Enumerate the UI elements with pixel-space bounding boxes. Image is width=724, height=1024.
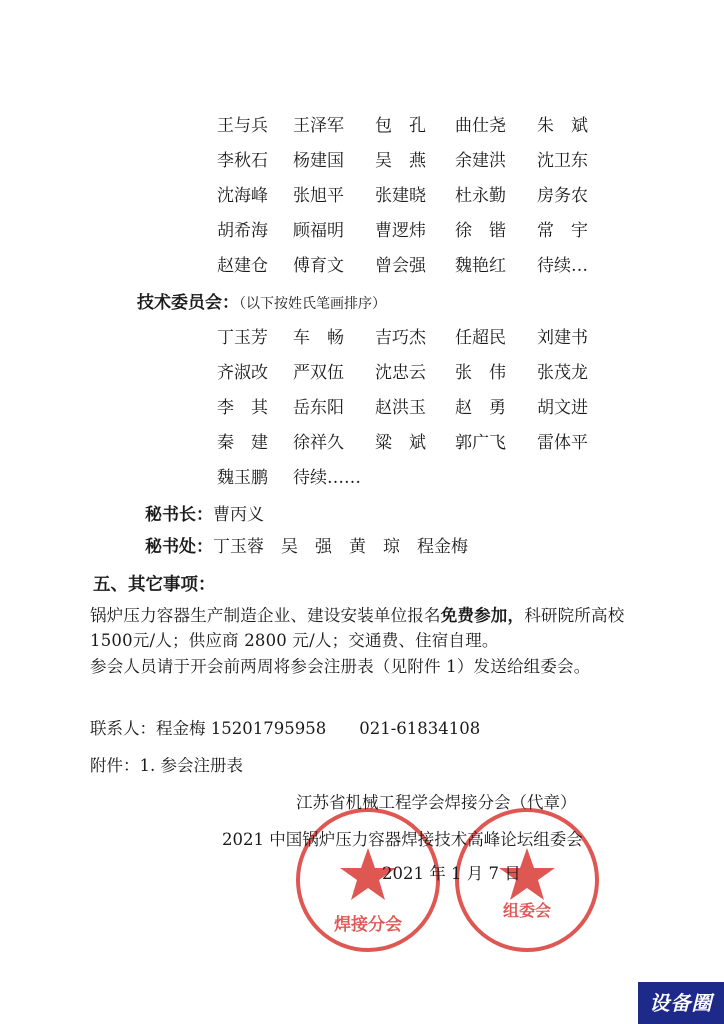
member-name: 张 伟 xyxy=(455,363,506,383)
member-name: 傅育文 xyxy=(293,256,344,276)
signature-org2: 2021 中国锅炉压力容器焊接技术高峰论坛组委会 xyxy=(222,830,583,849)
member-name: 丁玉芳 xyxy=(217,328,268,348)
member-name: 齐淑改 xyxy=(217,363,268,383)
member-name: 岳东阳 xyxy=(293,398,344,418)
member-name: 赵 勇 xyxy=(455,398,506,418)
left-seal-name: 焊接分会 xyxy=(334,915,402,935)
member-name: 吴 燕 xyxy=(375,151,426,171)
attachment-line: 附件：1. 参会注册表 xyxy=(90,756,243,775)
signature-date: 2021 年 1 月 7 日 xyxy=(382,864,521,883)
member-name: 张旭平 xyxy=(293,186,344,206)
member-name: 徐祥久 xyxy=(293,433,344,453)
member-name: 沈卫东 xyxy=(537,151,588,171)
member-name: 待续… xyxy=(537,256,588,276)
member-name: 包 孔 xyxy=(375,116,426,136)
member-name: 曹逻炜 xyxy=(375,221,426,241)
tech-committee-label: 技术委员会： xyxy=(137,293,239,313)
member-name: 刘建书 xyxy=(537,328,588,348)
member-name: 吉巧杰 xyxy=(375,328,426,348)
member-name: 朱 斌 xyxy=(537,116,588,136)
tech-committee-heading xyxy=(137,288,386,319)
secretary-general xyxy=(145,500,264,530)
member-name: 胡希海 xyxy=(217,221,268,241)
member-name: 沈忠云 xyxy=(375,363,426,383)
member-name: 粱 斌 xyxy=(375,433,426,453)
member-name: 常 宇 xyxy=(537,221,588,241)
member-name: 张茂龙 xyxy=(537,363,588,383)
member-name: 李 其 xyxy=(217,398,268,418)
secretary-general-value: 曹丙义 xyxy=(213,505,264,525)
member-name: 魏玉鹏 xyxy=(217,468,268,488)
member-name: 严双伍 xyxy=(293,363,344,383)
member-name: 任超民 xyxy=(455,328,506,348)
member-name: 赵洪玉 xyxy=(375,398,426,418)
tech-committee-note: （以下按姓氏笔画排序） xyxy=(239,296,386,312)
member-name: 杜永勤 xyxy=(455,186,506,206)
signature-org1: 江苏省机械工程学会焊接分会（代章） xyxy=(296,793,577,812)
member-name: 顾福明 xyxy=(293,221,344,241)
member-name: 魏艳红 xyxy=(455,256,506,276)
fee-text-bold: 免费参加， xyxy=(440,606,525,625)
fee-paragraph xyxy=(90,604,635,653)
member-name: 曾会强 xyxy=(375,256,426,276)
watermark-logo: 设备圈 xyxy=(638,982,724,1024)
member-name: 雷体平 xyxy=(537,433,588,453)
secretariat xyxy=(145,532,468,562)
right-seal-name: 组委会 xyxy=(502,901,552,920)
member-name: 曲仕尧 xyxy=(455,116,506,136)
secretariat-label: 秘书处： xyxy=(145,537,213,557)
member-name: 沈海峰 xyxy=(217,186,268,206)
member-name: 待续…… xyxy=(293,468,361,488)
member-name: 房务农 xyxy=(537,186,588,206)
registration-paragraph: 参会人员请于开会前两周将参会注册表（见附件 1）发送给组委会。 xyxy=(90,657,591,676)
secretary-general-label: 秘书长： xyxy=(145,505,213,525)
member-name: 郭广飞 xyxy=(455,433,506,453)
member-name: 徐 锴 xyxy=(455,221,506,241)
secretariat-value: 丁玉蓉 吴 强 黄 琼 程金梅 xyxy=(213,537,468,557)
section5-heading: 五、其它事项： xyxy=(93,575,216,595)
fee-text-after: 科研院所高校 1500元/人；供应商 2800 元/人；交通费、住宿自理。 xyxy=(90,606,625,650)
member-name: 王与兵 xyxy=(217,116,268,136)
member-name: 胡文进 xyxy=(537,398,588,418)
fee-text-before: 锅炉压力容器生产制造企业、建设安装单位报名 xyxy=(90,606,441,625)
member-name: 车 畅 xyxy=(293,328,344,348)
member-name: 杨建国 xyxy=(293,151,344,171)
member-name: 余建洪 xyxy=(455,151,506,171)
member-name: 李秋石 xyxy=(217,151,268,171)
member-name: 张建晓 xyxy=(375,186,426,206)
contact-line: 联系人：程金梅 15201795958 021-61834108 xyxy=(90,719,481,738)
member-name: 赵建仓 xyxy=(217,256,268,276)
member-name: 秦 建 xyxy=(217,433,268,453)
member-name: 王泽军 xyxy=(293,116,344,136)
